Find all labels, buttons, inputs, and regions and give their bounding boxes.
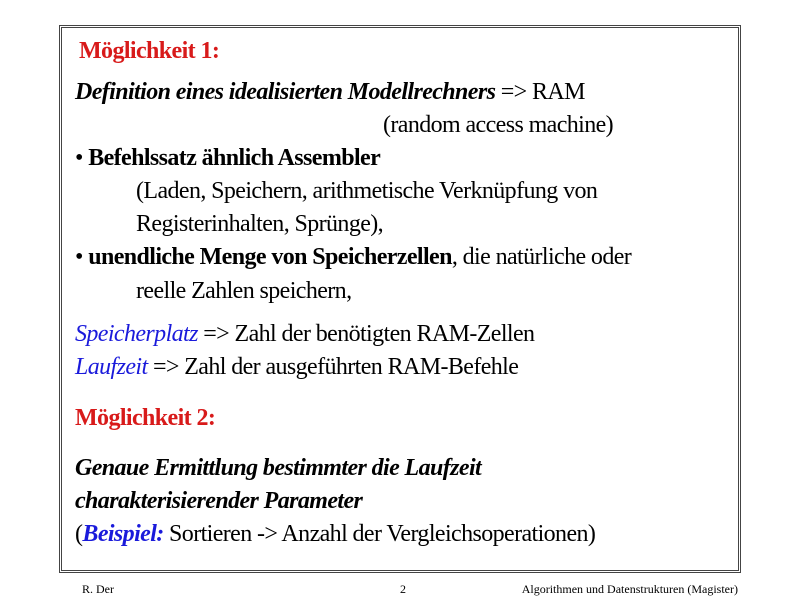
- definition-arrow: => RAM: [495, 79, 585, 105]
- option2-heading: Möglichkeit 2:: [75, 405, 216, 431]
- time-definition: => Zahl der ausgeführten RAM-Befehle: [147, 354, 519, 380]
- time-term: Laufzeit: [75, 354, 148, 380]
- footer-author: R. Der: [82, 582, 114, 596]
- ram-expansion: (random access machine): [383, 112, 614, 138]
- option2-line-1: Genaue Ermittlung bestimmter die Laufzeit: [75, 455, 482, 481]
- bullet-1: [75, 143, 380, 173]
- space-term: Speicherplatz: [75, 321, 198, 347]
- example-term: Beispiel:: [82, 521, 164, 547]
- space-line: [75, 319, 534, 349]
- footer-course: Algorithmen und Datenstrukturen (Magister): [521, 582, 738, 596]
- example-text: Sortieren -> Anzahl der Vergleichsoperationen): [163, 521, 596, 547]
- definition-term: Definition eines idealisierten Modellrechners: [75, 79, 496, 105]
- example-open-paren: (: [75, 521, 83, 547]
- bullet-1-detail-line-1: (Laden, Speichern, arithmetische Verknüpfung von: [136, 178, 598, 204]
- bullet-2-line-2: reelle Zahlen speichern,: [136, 278, 352, 304]
- bullet-1-bold: Befehlssatz ähnlich Assembler: [88, 145, 381, 171]
- footer-page-number: 2: [400, 582, 406, 596]
- space-definition: => Zahl der benötigten RAM-Zellen: [197, 321, 535, 347]
- bullet-2-bold: unendliche Menge von Speicherzellen: [88, 244, 452, 270]
- time-line: [75, 352, 518, 382]
- definition-line: [75, 77, 585, 107]
- option1-heading: Möglichkeit 1:: [79, 38, 220, 64]
- bullet-2: [75, 242, 631, 272]
- bullet-1-marker: •: [75, 145, 89, 171]
- example-line: [75, 519, 595, 549]
- bullet-2-marker: •: [75, 244, 89, 270]
- option2-line-2: charakterisierender Parameter: [75, 488, 363, 514]
- bullet-2-rest: , die natürliche oder: [451, 244, 632, 270]
- bullet-1-detail-line-2: Registerinhalten, Sprünge),: [136, 211, 384, 237]
